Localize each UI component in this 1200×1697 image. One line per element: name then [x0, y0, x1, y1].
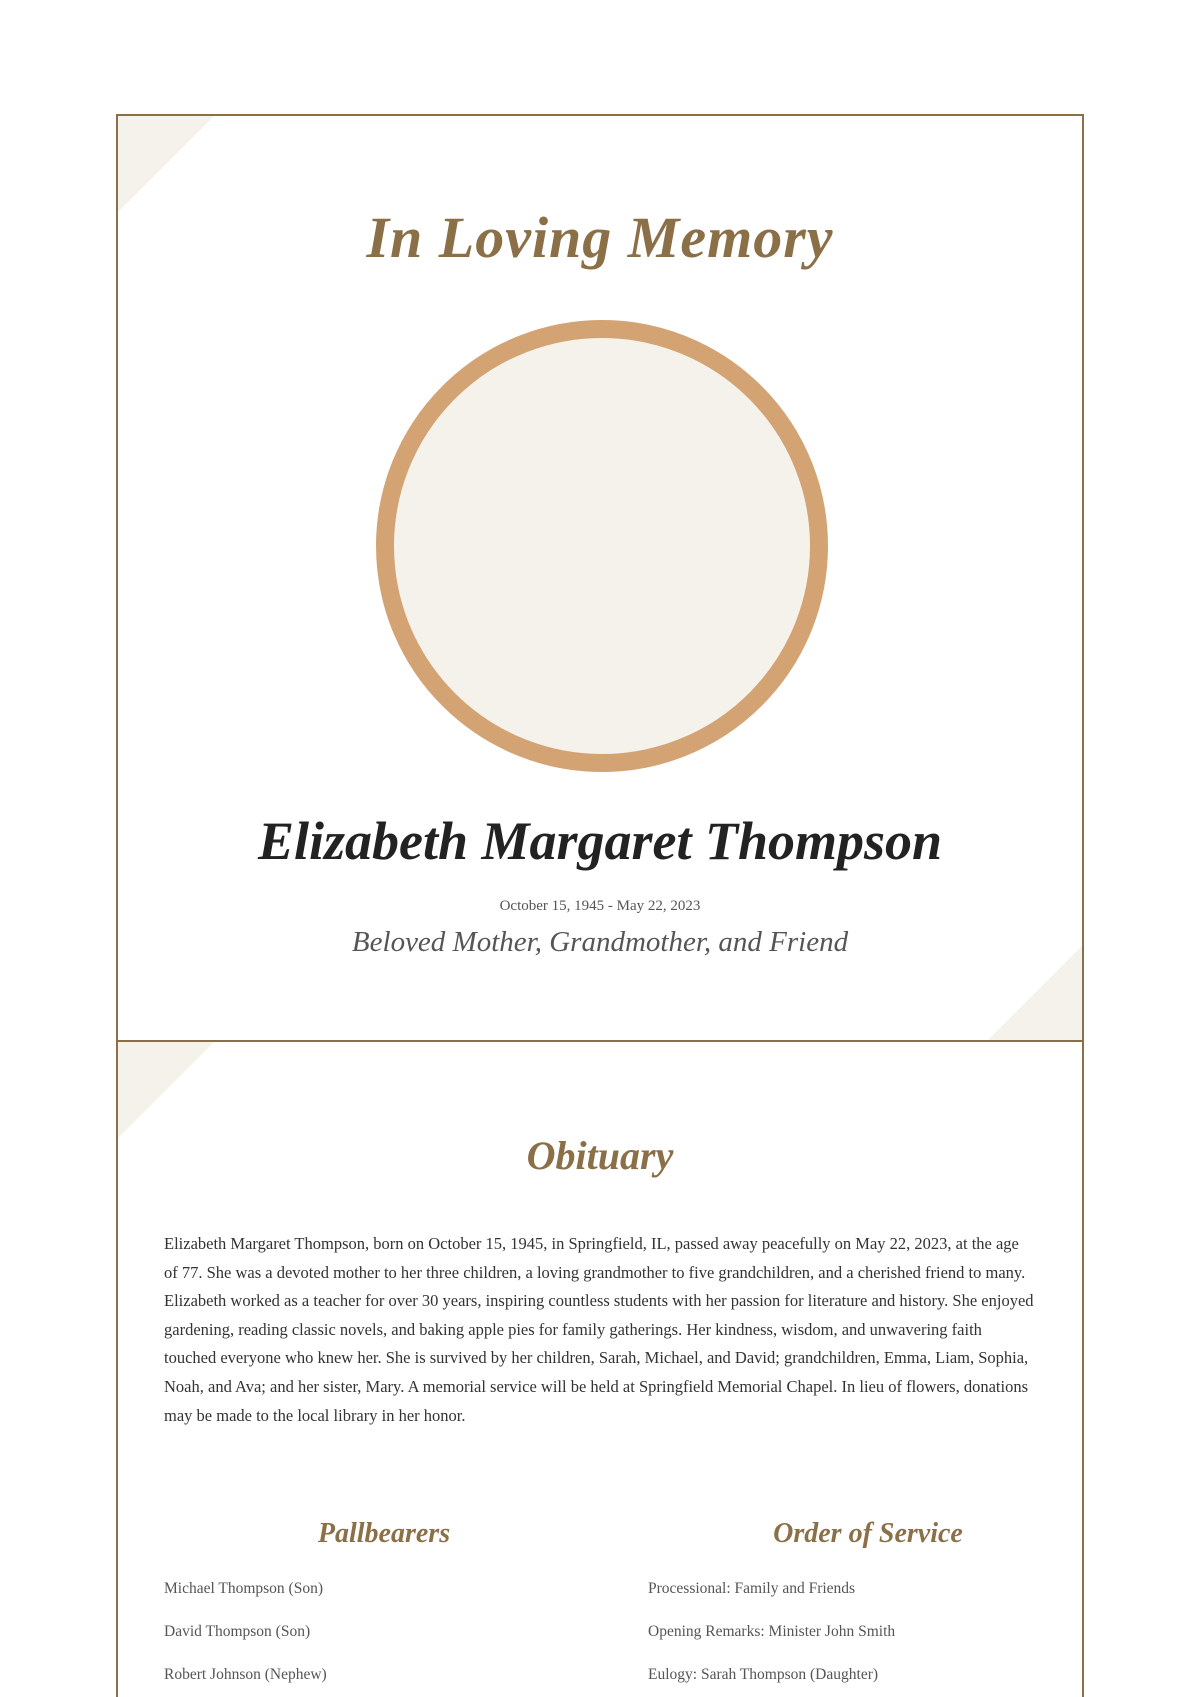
pallbearers-list [164, 1578, 604, 1697]
pallbearers-heading: Pallbearers [317, 1518, 451, 1549]
list-item: Eulogy: Sarah Thompson (Daughter) [648, 1666, 879, 1683]
obituary-heading: Obituary [526, 1133, 674, 1178]
obituary-text: Elizabeth Margaret Thompson, born on October 15, 1945, in Springfield, IL, passed away peacefully on May 22, 2023, at the age of 77. She was a devoted mother to her three children, a loving grandmother to five grandchildren, and a cherished friend to many. Elizabeth worked as a teacher for over 30 years, inspiring countless students with her passion for literature and history. She enjoyed gardening, reading classic novels, and baking apple pies for family gatherings. Her kindness, wisdom, and unwavering faith touched everyone who knew her. She is survived by her children, Sarah, Michael, and David; grandchildren, Emma, Liam, Sophia, Noah, and Ava; and her sister, Mary. A memorial service will be held at Springfield Memorial Chapel. In lieu of flowers, donations may be made to the local library in her honor. [164, 1234, 1034, 1425]
corner-decoration-bottom-right [986, 946, 1082, 1042]
tagline: Beloved Mother, Grandmother, and Friend [351, 926, 849, 958]
list-item: Robert Johnson (Nephew) [164, 1666, 327, 1683]
corner-decoration-top-left [118, 1042, 214, 1138]
corner-decoration-top-left [118, 116, 214, 212]
pallbearers-section [164, 1512, 604, 1697]
order-of-service-heading: Order of Service [773, 1518, 963, 1549]
memorial-title: In Loving Memory [366, 205, 834, 270]
life-dates: October 15, 1945 - May 22, 2023 [499, 898, 701, 914]
list-item: Michael Thompson (Son) [164, 1580, 324, 1597]
obituary-page [116, 1040, 1084, 1697]
list-item: Opening Remarks: Minister John Smith [648, 1623, 896, 1640]
list-item: David Thompson (Son) [164, 1623, 311, 1640]
cover-page [116, 114, 1084, 1044]
list-item: Processional: Family and Friends [648, 1580, 856, 1597]
order-of-service-list [648, 1578, 1084, 1697]
portrait-photo-placeholder [376, 320, 828, 772]
order-of-service-section [648, 1512, 1084, 1697]
deceased-name: Elizabeth Margaret Thompson [257, 811, 943, 871]
